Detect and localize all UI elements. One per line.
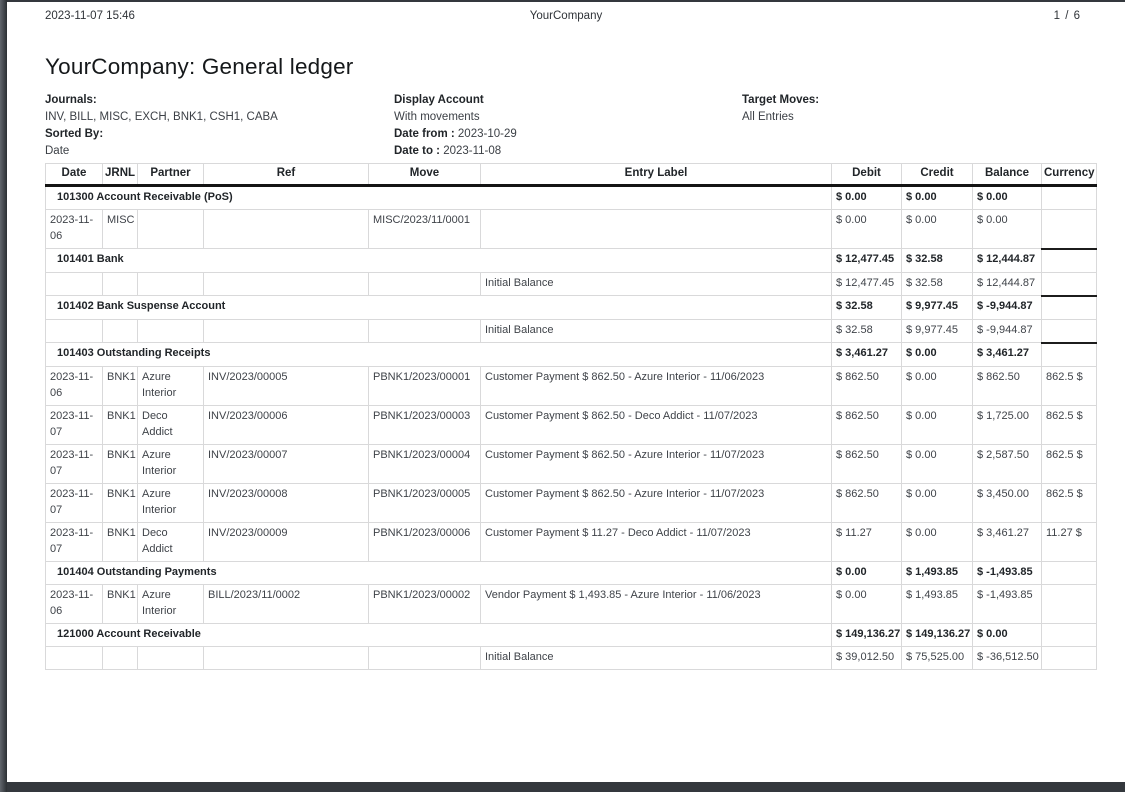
cell-debit: $ 3,461.27 bbox=[832, 343, 902, 367]
cell-debit: $ 39,012.50 bbox=[832, 646, 902, 669]
cell-partner bbox=[138, 646, 204, 669]
cell-jrnl bbox=[103, 646, 138, 669]
cell-jrnl: BNK1 bbox=[103, 584, 138, 623]
move-line-row bbox=[46, 444, 1097, 483]
cell-balance: $ 862.50 bbox=[973, 366, 1042, 405]
cell-credit: $ 9,977.45 bbox=[902, 296, 973, 320]
cell-currency bbox=[1042, 249, 1097, 273]
cell-entry-label: Initial Balance bbox=[481, 646, 832, 669]
cell-balance: $ 0.00 bbox=[973, 185, 1042, 209]
cell-balance: $ 3,461.27 bbox=[973, 343, 1042, 367]
cell-balance: $ -36,512.50 bbox=[973, 646, 1042, 669]
target-moves-value: All Entries bbox=[742, 111, 794, 123]
account-group-label: 101401 Bank bbox=[46, 249, 832, 273]
cell-ref bbox=[204, 319, 369, 343]
cell-credit: $ 0.00 bbox=[902, 366, 973, 405]
journals-value: INV, BILL, MISC, EXCH, BNK1, CSH1, CABA bbox=[45, 111, 278, 123]
cell-partner: Azure Interior bbox=[138, 366, 204, 405]
cell-credit: $ 0.00 bbox=[902, 185, 973, 209]
move-line-row bbox=[46, 584, 1097, 623]
col-header-date: Date bbox=[46, 164, 103, 186]
account-group-label: 101402 Bank Suspense Account bbox=[46, 296, 832, 320]
cell-credit: $ 1,493.85 bbox=[902, 561, 973, 584]
date-from-label: Date from : bbox=[394, 128, 455, 140]
cell-date: 2023-11-06 bbox=[46, 209, 103, 249]
cell-jrnl: BNK1 bbox=[103, 444, 138, 483]
cell-debit: $ 862.50 bbox=[832, 405, 902, 444]
cell-move: PBNK1/2023/00002 bbox=[369, 584, 481, 623]
account-group-label: 101404 Outstanding Payments bbox=[46, 561, 832, 584]
cell-move: PBNK1/2023/00004 bbox=[369, 444, 481, 483]
cell-currency: 862.5 $ bbox=[1042, 366, 1097, 405]
cell-date: 2023-11-06 bbox=[46, 584, 103, 623]
cell-credit: $ 0.00 bbox=[902, 405, 973, 444]
move-line-row bbox=[46, 366, 1097, 405]
cell-move bbox=[369, 646, 481, 669]
cell-balance: $ -9,944.87 bbox=[973, 296, 1042, 320]
cell-date bbox=[46, 646, 103, 669]
cell-balance: $ 12,444.87 bbox=[973, 249, 1042, 273]
cell-entry-label: Customer Payment $ 862.50 - Azure Interior - 11/07/2023 bbox=[481, 444, 832, 483]
col-header-jrnl: JRNL bbox=[103, 164, 138, 186]
cell-credit: $ 0.00 bbox=[902, 209, 973, 249]
cell-jrnl: BNK1 bbox=[103, 522, 138, 561]
cell-balance: $ 0.00 bbox=[973, 623, 1042, 646]
cell-date bbox=[46, 319, 103, 343]
cell-jrnl: BNK1 bbox=[103, 366, 138, 405]
report-filters bbox=[45, 92, 1096, 160]
account-group-label: 101300 Account Receivable (PoS) bbox=[46, 185, 832, 209]
pdf-page bbox=[7, 2, 1125, 782]
account-group-row bbox=[46, 343, 1097, 367]
cell-credit: $ 9,977.45 bbox=[902, 319, 973, 343]
cell-partner: Azure Interior bbox=[138, 584, 204, 623]
cell-partner: Deco Addict bbox=[138, 522, 204, 561]
cell-ref: INV/2023/00009 bbox=[204, 522, 369, 561]
cell-credit: $ 0.00 bbox=[902, 444, 973, 483]
date-from-value: 2023-10-29 bbox=[457, 128, 517, 140]
sorted-by-value: Date bbox=[45, 145, 70, 157]
date-to-label: Date to : bbox=[394, 145, 440, 157]
cell-debit: $ 862.50 bbox=[832, 366, 902, 405]
cell-entry-label: Customer Payment $ 862.50 - Azure Interior - 11/07/2023 bbox=[481, 483, 832, 522]
col-header-balance: Balance bbox=[973, 164, 1042, 186]
cell-credit: $ 0.00 bbox=[902, 343, 973, 367]
cell-credit: $ 0.00 bbox=[902, 483, 973, 522]
cell-debit: $ 12,477.45 bbox=[832, 249, 902, 273]
cell-debit: $ 862.50 bbox=[832, 444, 902, 483]
cell-entry-label: Customer Payment $ 11.27 - Deco Addict - 11/07/2023 bbox=[481, 522, 832, 561]
date-to-line bbox=[394, 143, 742, 160]
display-account-value: With movements bbox=[394, 111, 480, 123]
cell-partner: Deco Addict bbox=[138, 405, 204, 444]
cell-currency bbox=[1042, 561, 1097, 584]
cell-balance: $ 3,461.27 bbox=[973, 522, 1042, 561]
cell-balance: $ 0.00 bbox=[973, 209, 1042, 249]
cell-debit: $ 862.50 bbox=[832, 483, 902, 522]
cell-date: 2023-11-07 bbox=[46, 444, 103, 483]
account-group-label: 121000 Account Receivable bbox=[46, 623, 832, 646]
filters-column-display bbox=[394, 92, 742, 160]
cell-partner: Azure Interior bbox=[138, 444, 204, 483]
col-header-debit: Debit bbox=[832, 164, 902, 186]
move-line-row bbox=[46, 405, 1097, 444]
cell-entry-label bbox=[481, 209, 832, 249]
cell-entry-label: Customer Payment $ 862.50 - Azure Interior - 11/06/2023 bbox=[481, 366, 832, 405]
cell-jrnl: MISC bbox=[103, 209, 138, 249]
ledger-table-body bbox=[46, 185, 1097, 669]
cell-partner bbox=[138, 272, 204, 296]
cell-currency bbox=[1042, 272, 1097, 296]
account-group-row bbox=[46, 185, 1097, 209]
cell-debit: $ 32.58 bbox=[832, 319, 902, 343]
viewer-left-edge bbox=[0, 0, 7, 792]
cell-partner: Azure Interior bbox=[138, 483, 204, 522]
cell-move bbox=[369, 319, 481, 343]
cell-credit: $ 0.00 bbox=[902, 522, 973, 561]
filters-column-journals bbox=[45, 92, 394, 160]
cell-debit: $ 0.00 bbox=[832, 185, 902, 209]
col-header-entry-label: Entry Label bbox=[481, 164, 832, 186]
move-line-row bbox=[46, 522, 1097, 561]
cell-entry-label: Initial Balance bbox=[481, 272, 832, 296]
cell-entry-label: Initial Balance bbox=[481, 319, 832, 343]
cell-currency: 11.27 $ bbox=[1042, 522, 1097, 561]
move-line-row bbox=[46, 209, 1097, 249]
cell-currency bbox=[1042, 623, 1097, 646]
cell-move bbox=[369, 272, 481, 296]
report-title: YourCompany: General ledger bbox=[45, 54, 354, 79]
cell-ref: INV/2023/00008 bbox=[204, 483, 369, 522]
cell-currency bbox=[1042, 319, 1097, 343]
cell-currency: 862.5 $ bbox=[1042, 405, 1097, 444]
cell-move: PBNK1/2023/00006 bbox=[369, 522, 481, 561]
cell-entry-label: Customer Payment $ 862.50 - Deco Addict - 11/07/2023 bbox=[481, 405, 832, 444]
cell-jrnl: BNK1 bbox=[103, 483, 138, 522]
display-account-label: Display Account bbox=[394, 94, 484, 106]
cell-credit: $ 32.58 bbox=[902, 249, 973, 273]
cell-entry-label: Vendor Payment $ 1,493.85 - Azure Interior - 11/06/2023 bbox=[481, 584, 832, 623]
cell-currency: 862.5 $ bbox=[1042, 483, 1097, 522]
cell-currency bbox=[1042, 343, 1097, 367]
cell-date: 2023-11-07 bbox=[46, 522, 103, 561]
date-from-line bbox=[394, 126, 742, 143]
cell-balance: $ -1,493.85 bbox=[973, 584, 1042, 623]
cell-currency bbox=[1042, 185, 1097, 209]
ledger-table-head bbox=[46, 164, 1097, 186]
cell-debit: $ 0.00 bbox=[832, 561, 902, 584]
cell-currency bbox=[1042, 209, 1097, 249]
header-company-name: YourCompany bbox=[529, 10, 603, 22]
cell-jrnl bbox=[103, 272, 138, 296]
cell-move: PBNK1/2023/00005 bbox=[369, 483, 481, 522]
cell-debit: $ 11.27 bbox=[832, 522, 902, 561]
cell-balance: $ 12,444.87 bbox=[973, 272, 1042, 296]
journals-label: Journals: bbox=[45, 94, 97, 106]
cell-balance: $ 2,587.50 bbox=[973, 444, 1042, 483]
account-group-row bbox=[46, 561, 1097, 584]
move-line-row bbox=[46, 483, 1097, 522]
cell-date: 2023-11-06 bbox=[46, 366, 103, 405]
account-group-row bbox=[46, 623, 1097, 646]
col-header-move: Move bbox=[369, 164, 481, 186]
cell-credit: $ 75,525.00 bbox=[902, 646, 973, 669]
cell-jrnl: BNK1 bbox=[103, 405, 138, 444]
cell-balance: $ 3,450.00 bbox=[973, 483, 1042, 522]
cell-ref bbox=[204, 272, 369, 296]
cell-currency: 862.5 $ bbox=[1042, 444, 1097, 483]
cell-currency bbox=[1042, 584, 1097, 623]
cell-date: 2023-11-07 bbox=[46, 405, 103, 444]
cell-debit: $ 0.00 bbox=[832, 584, 902, 623]
report-body bbox=[7, 54, 1125, 670]
cell-ref: INV/2023/00007 bbox=[204, 444, 369, 483]
cell-debit: $ 149,136.27 bbox=[832, 623, 902, 646]
account-group-row bbox=[46, 296, 1097, 320]
cell-currency bbox=[1042, 296, 1097, 320]
filters-column-target bbox=[742, 92, 1096, 160]
col-header-partner: Partner bbox=[138, 164, 204, 186]
cell-move: PBNK1/2023/00003 bbox=[369, 405, 481, 444]
initial-balance-row bbox=[46, 646, 1097, 669]
initial-balance-row bbox=[46, 272, 1097, 296]
cell-move: PBNK1/2023/00001 bbox=[369, 366, 481, 405]
account-group-label: 101403 Outstanding Receipts bbox=[46, 343, 832, 367]
target-moves-label: Target Moves: bbox=[742, 94, 820, 106]
cell-credit: $ 1,493.85 bbox=[902, 584, 973, 623]
cell-ref: INV/2023/00006 bbox=[204, 405, 369, 444]
date-to-value: 2023-11-08 bbox=[443, 145, 502, 157]
cell-balance: $ -9,944.87 bbox=[973, 319, 1042, 343]
cell-date bbox=[46, 272, 103, 296]
cell-debit: $ 12,477.45 bbox=[832, 272, 902, 296]
ledger-table bbox=[45, 163, 1097, 670]
cell-credit: $ 32.58 bbox=[902, 272, 973, 296]
col-header-ref: Ref bbox=[204, 164, 369, 186]
cell-ref bbox=[204, 209, 369, 249]
cell-debit: $ 32.58 bbox=[832, 296, 902, 320]
cell-jrnl bbox=[103, 319, 138, 343]
cell-balance: $ 1,725.00 bbox=[973, 405, 1042, 444]
pdf-page-header bbox=[7, 10, 1125, 28]
account-group-row bbox=[46, 249, 1097, 273]
cell-partner bbox=[138, 319, 204, 343]
cell-currency bbox=[1042, 646, 1097, 669]
page-number: 1 / 6 bbox=[1053, 10, 1081, 22]
printed-timestamp: 2023-11-07 15:46 bbox=[45, 10, 135, 22]
cell-debit: $ 0.00 bbox=[832, 209, 902, 249]
cell-date: 2023-11-07 bbox=[46, 483, 103, 522]
cell-partner bbox=[138, 209, 204, 249]
cell-ref: BILL/2023/11/0002 bbox=[204, 584, 369, 623]
sorted-by-label: Sorted By: bbox=[45, 128, 104, 140]
ledger-header-row bbox=[46, 164, 1097, 186]
cell-ref bbox=[204, 646, 369, 669]
col-header-credit: Credit bbox=[902, 164, 973, 186]
cell-credit: $ 149,136.27 bbox=[902, 623, 973, 646]
initial-balance-row bbox=[46, 319, 1097, 343]
cell-ref: INV/2023/00005 bbox=[204, 366, 369, 405]
cell-balance: $ -1,493.85 bbox=[973, 561, 1042, 584]
col-header-currency: Currency bbox=[1042, 164, 1097, 186]
cell-move: MISC/2023/11/0001 bbox=[369, 209, 481, 249]
